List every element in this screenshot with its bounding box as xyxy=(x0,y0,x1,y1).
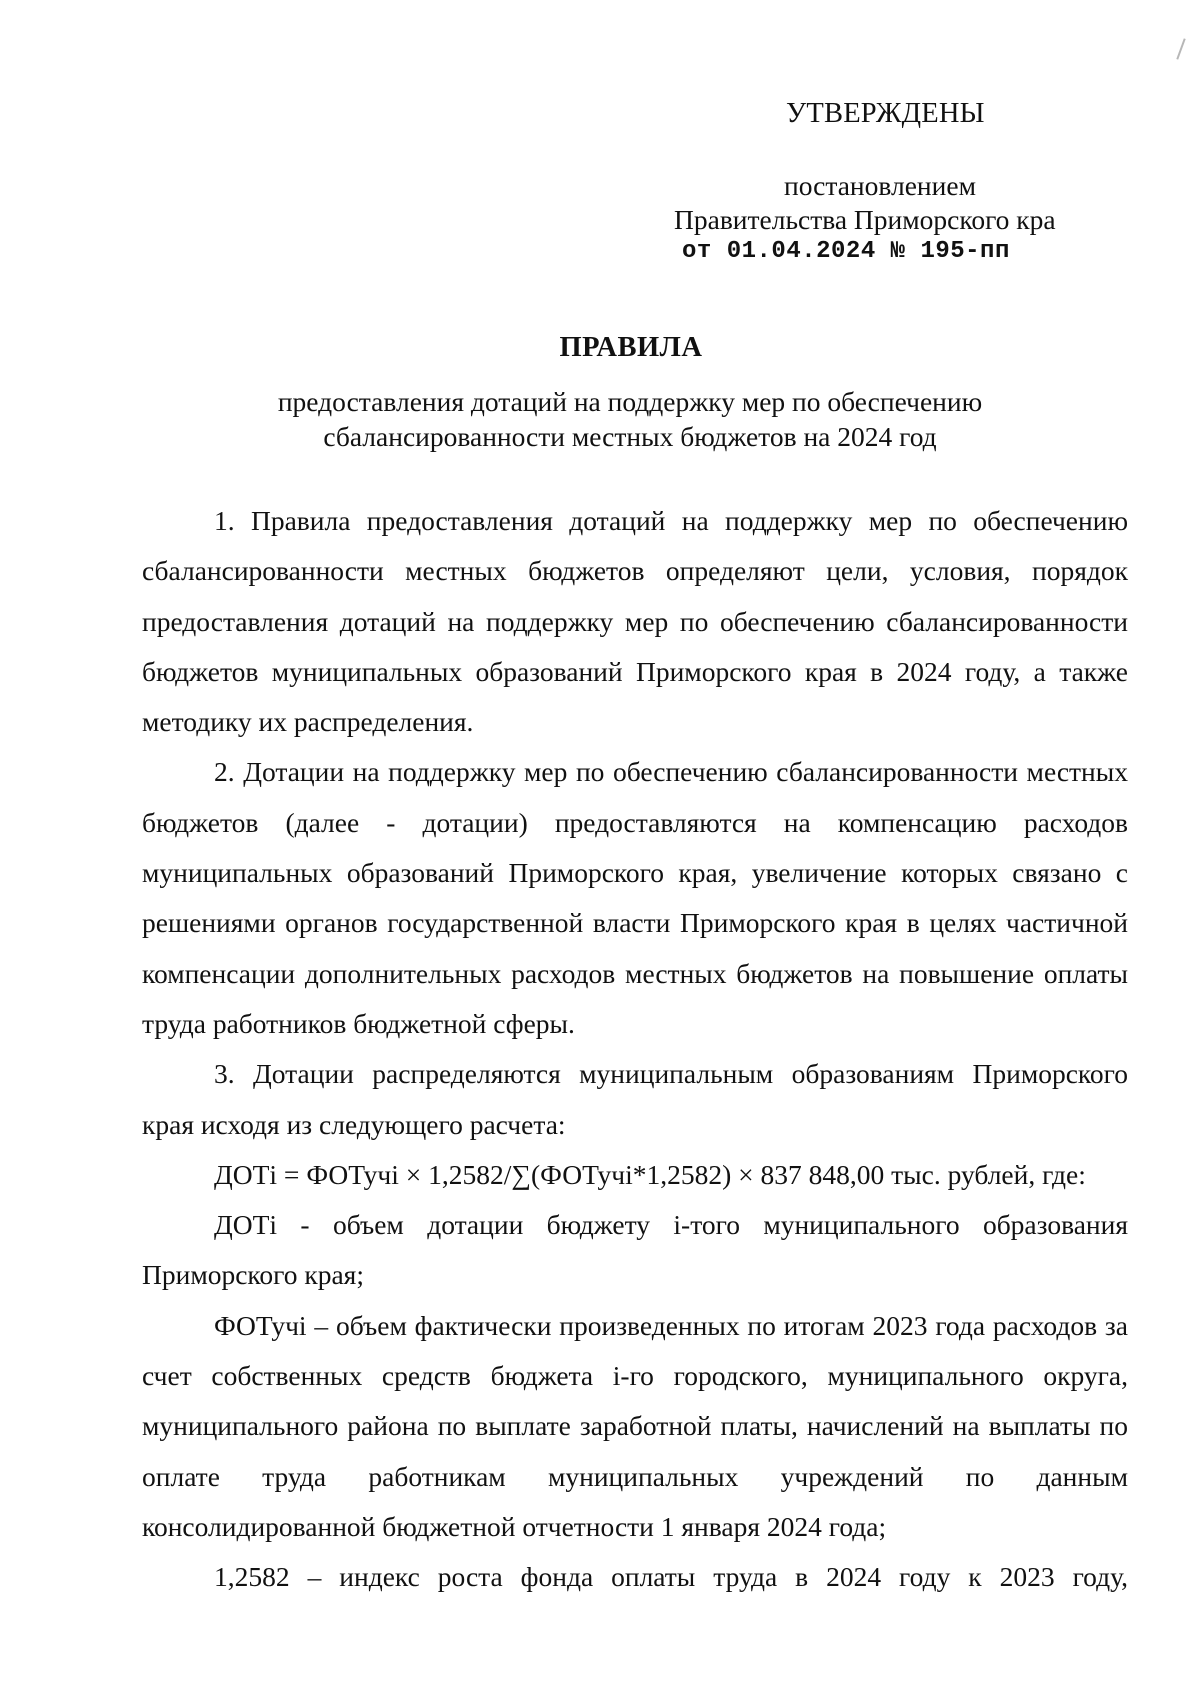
document-subtitle-line-1: предоставления дотаций на поддержку мер по обеспечению xyxy=(277,386,983,417)
paragraph-1: 1. Правила предоставления дотаций на поддержку мер по обеспечению сбалансированности местных бюджетов определяют цели, условия, порядок предоставления дотаций на поддержку мер по обеспечению сбалансированности бюджетов муниципальных образований Приморского края в 2024 году, а также методику их распределения. xyxy=(142,505,1128,738)
paragraph-3: 3. Дотации распределяются муниципальным образованиям Приморского края исходя из следующего расчета: xyxy=(142,1058,1128,1140)
document-subtitle-line-2: сбалансированности местных бюджетов на 2024 год xyxy=(323,421,937,452)
paragraph-2: 2. Дотации на поддержку мер по обеспечению сбалансированности местных бюджетов (далее - дотации) предоставляются на компенсацию расходов муниципальных образований Приморского края, увеличение которых связано с решениями органов государственной власти Приморского края в целях частичной компенсации дополнительных расходов местных бюджетов на повышение оплаты труда работников бюджетной сферы. xyxy=(142,756,1128,1039)
formula-line: ДОТi = ФОТучi × 1,2582/∑(ФОТучi*1,2582) × 837 848,00 тыс. рублей, где: xyxy=(214,1158,1086,1190)
definition-fot: ФОТучi – объем фактически произведенных по итогам 2023 года расходов за счет собственных средств бюджета i-го городского, муниципального округа, муниципального района по выплате заработной платы, начислений на выплаты по оплате труда работникам муниципальных учреждений по данным консолидированной бюджетной отчетности 1 января 2024 года; xyxy=(142,1309,1128,1542)
decree-date-number-stamp: от 01.04.2024 № 195-пп xyxy=(682,238,1010,265)
scan-artifact-mark xyxy=(1176,38,1185,59)
document-title: ПРАВИЛА xyxy=(559,332,703,363)
approved-heading: УТВЕРЖДЕНЫ xyxy=(786,98,985,129)
document-subtitle xyxy=(240,384,1020,454)
document-body xyxy=(142,496,1128,1603)
definition-index: 1,2582 – индекс роста фонда оплаты труда в 2024 году к 2023 году, xyxy=(214,1561,1128,1593)
definition-dot: ДОТi - объем дотации бюджету i-того муниципального образования Приморского края; xyxy=(142,1209,1128,1291)
decree-line-2: Правительства Приморского кра xyxy=(674,204,1056,235)
decree-line-1: постановлением xyxy=(784,170,976,201)
